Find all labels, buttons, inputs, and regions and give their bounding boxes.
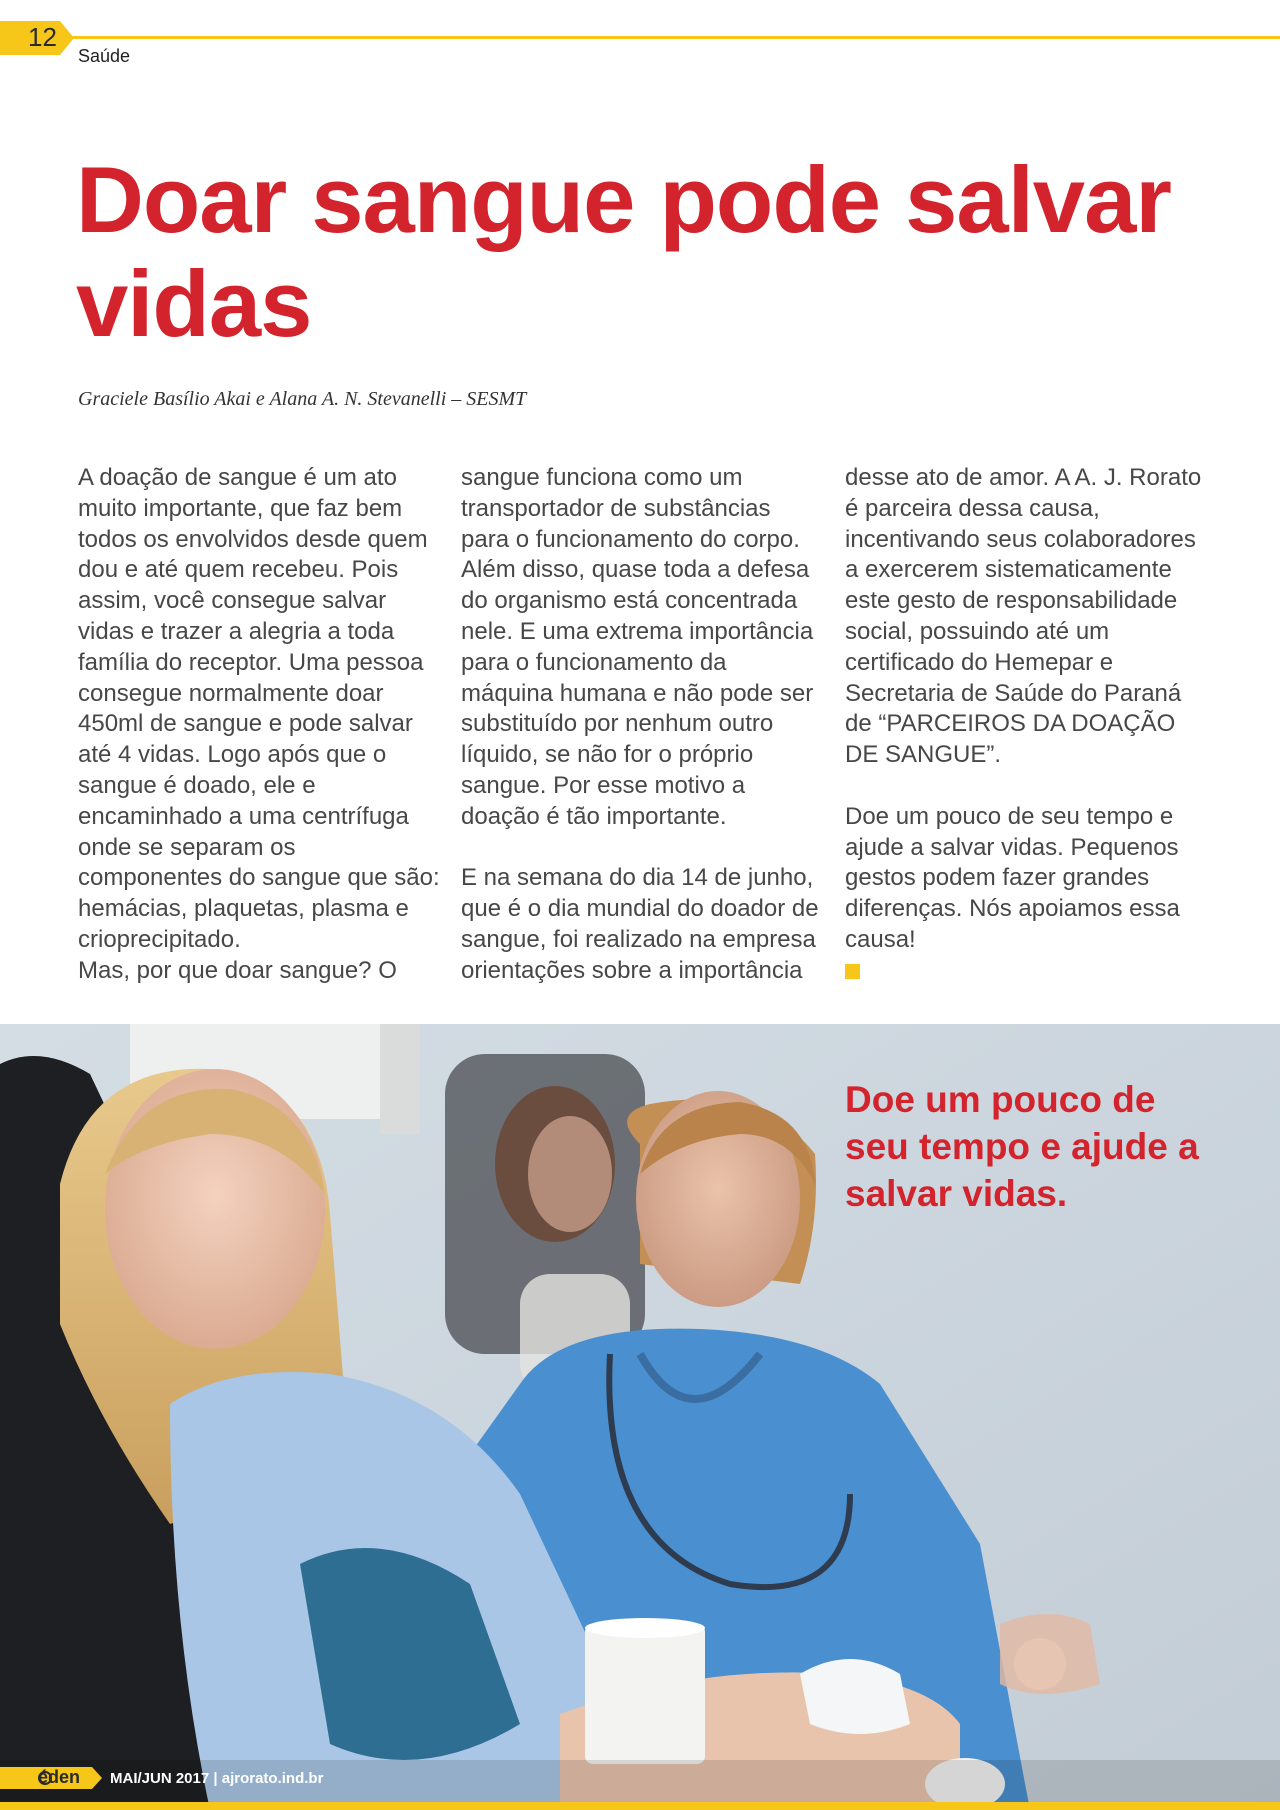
article-end-mark: [845, 964, 860, 979]
article-title: Doar sangue pode salvar vidas: [76, 147, 1171, 356]
section-label: Saúde: [78, 46, 131, 66]
column-3-paragraph-2: Doe um pouco de seu tempo e ajude a salvar vidas. Pequenos gestos podem fazer grandes diferenças. Nós apoiamos essa causa!: [845, 802, 1180, 953]
article-column-1: [78, 463, 442, 987]
column-2-paragraph-1: sangue funciona como um transportador de substâncias para o funcionamento do corpo. Além disso, quase toda a defesa do organismo está concentrada nele. E uma extrema importância para o funcionamento da máquina humana e não pode ser substituído por nenhum outro líquido, se não for o próprio sangue. Por esse motivo a doação é tão importante.: [461, 464, 814, 830]
article-byline: Graciele Basílio Akai e Alana A. N. Stevanelli – SESMT: [78, 388, 527, 410]
header-rule: [0, 36, 1280, 39]
article-column-3: [845, 463, 1209, 988]
page-footer: [0, 1758, 1280, 1810]
eden-logo-text: éden: [38, 1767, 81, 1787]
article-column-2: [461, 463, 825, 987]
column-1-paragraph-1: A doação de sangue é um ato muito importante, que faz bem todos os envolvidos desde quem dou e até quem recebeu. Pois assim, você consegue salvar vidas e trazer a alegria a toda família do receptor. Uma pessoa consegue normalmente doar 450ml de sangue e pode salvar até 4 vidas. Logo após que o sangue é doado, ele e encaminhado a uma centrífuga onde se separam os componentes do sangue que são: hemácias, plaquetas, plasma e crioprecipitado.: [78, 464, 440, 953]
column-1-paragraph-2: Mas, por que doar sangue? O: [78, 956, 397, 984]
page-number: 12: [28, 22, 57, 52]
pull-quote: Doe um pouco de seu tempo e ajude a salvar vidas.: [845, 1079, 1199, 1214]
column-2-paragraph-2: E na semana do dia 14 de junho, que é o dia mundial do doador de sangue, foi realizado na empresa orientações sobre a importância: [461, 864, 819, 984]
footer-issue-text: MAI/JUN 2017 | ajrorato.ind.br: [110, 1770, 324, 1787]
column-3-paragraph-1: desse ato de amor. A A. J. Rorato é parceira dessa causa, incentivando seus colaboradores a exercerem sistematicamente este gesto de responsabilidade social, possuindo até um certificado do Hemepar e Secretaria de Saúde do Paraná de “PARCEIROS DA DOAÇÃO DE SANGUE”.: [845, 464, 1202, 769]
footer-rule: [0, 1802, 1280, 1810]
